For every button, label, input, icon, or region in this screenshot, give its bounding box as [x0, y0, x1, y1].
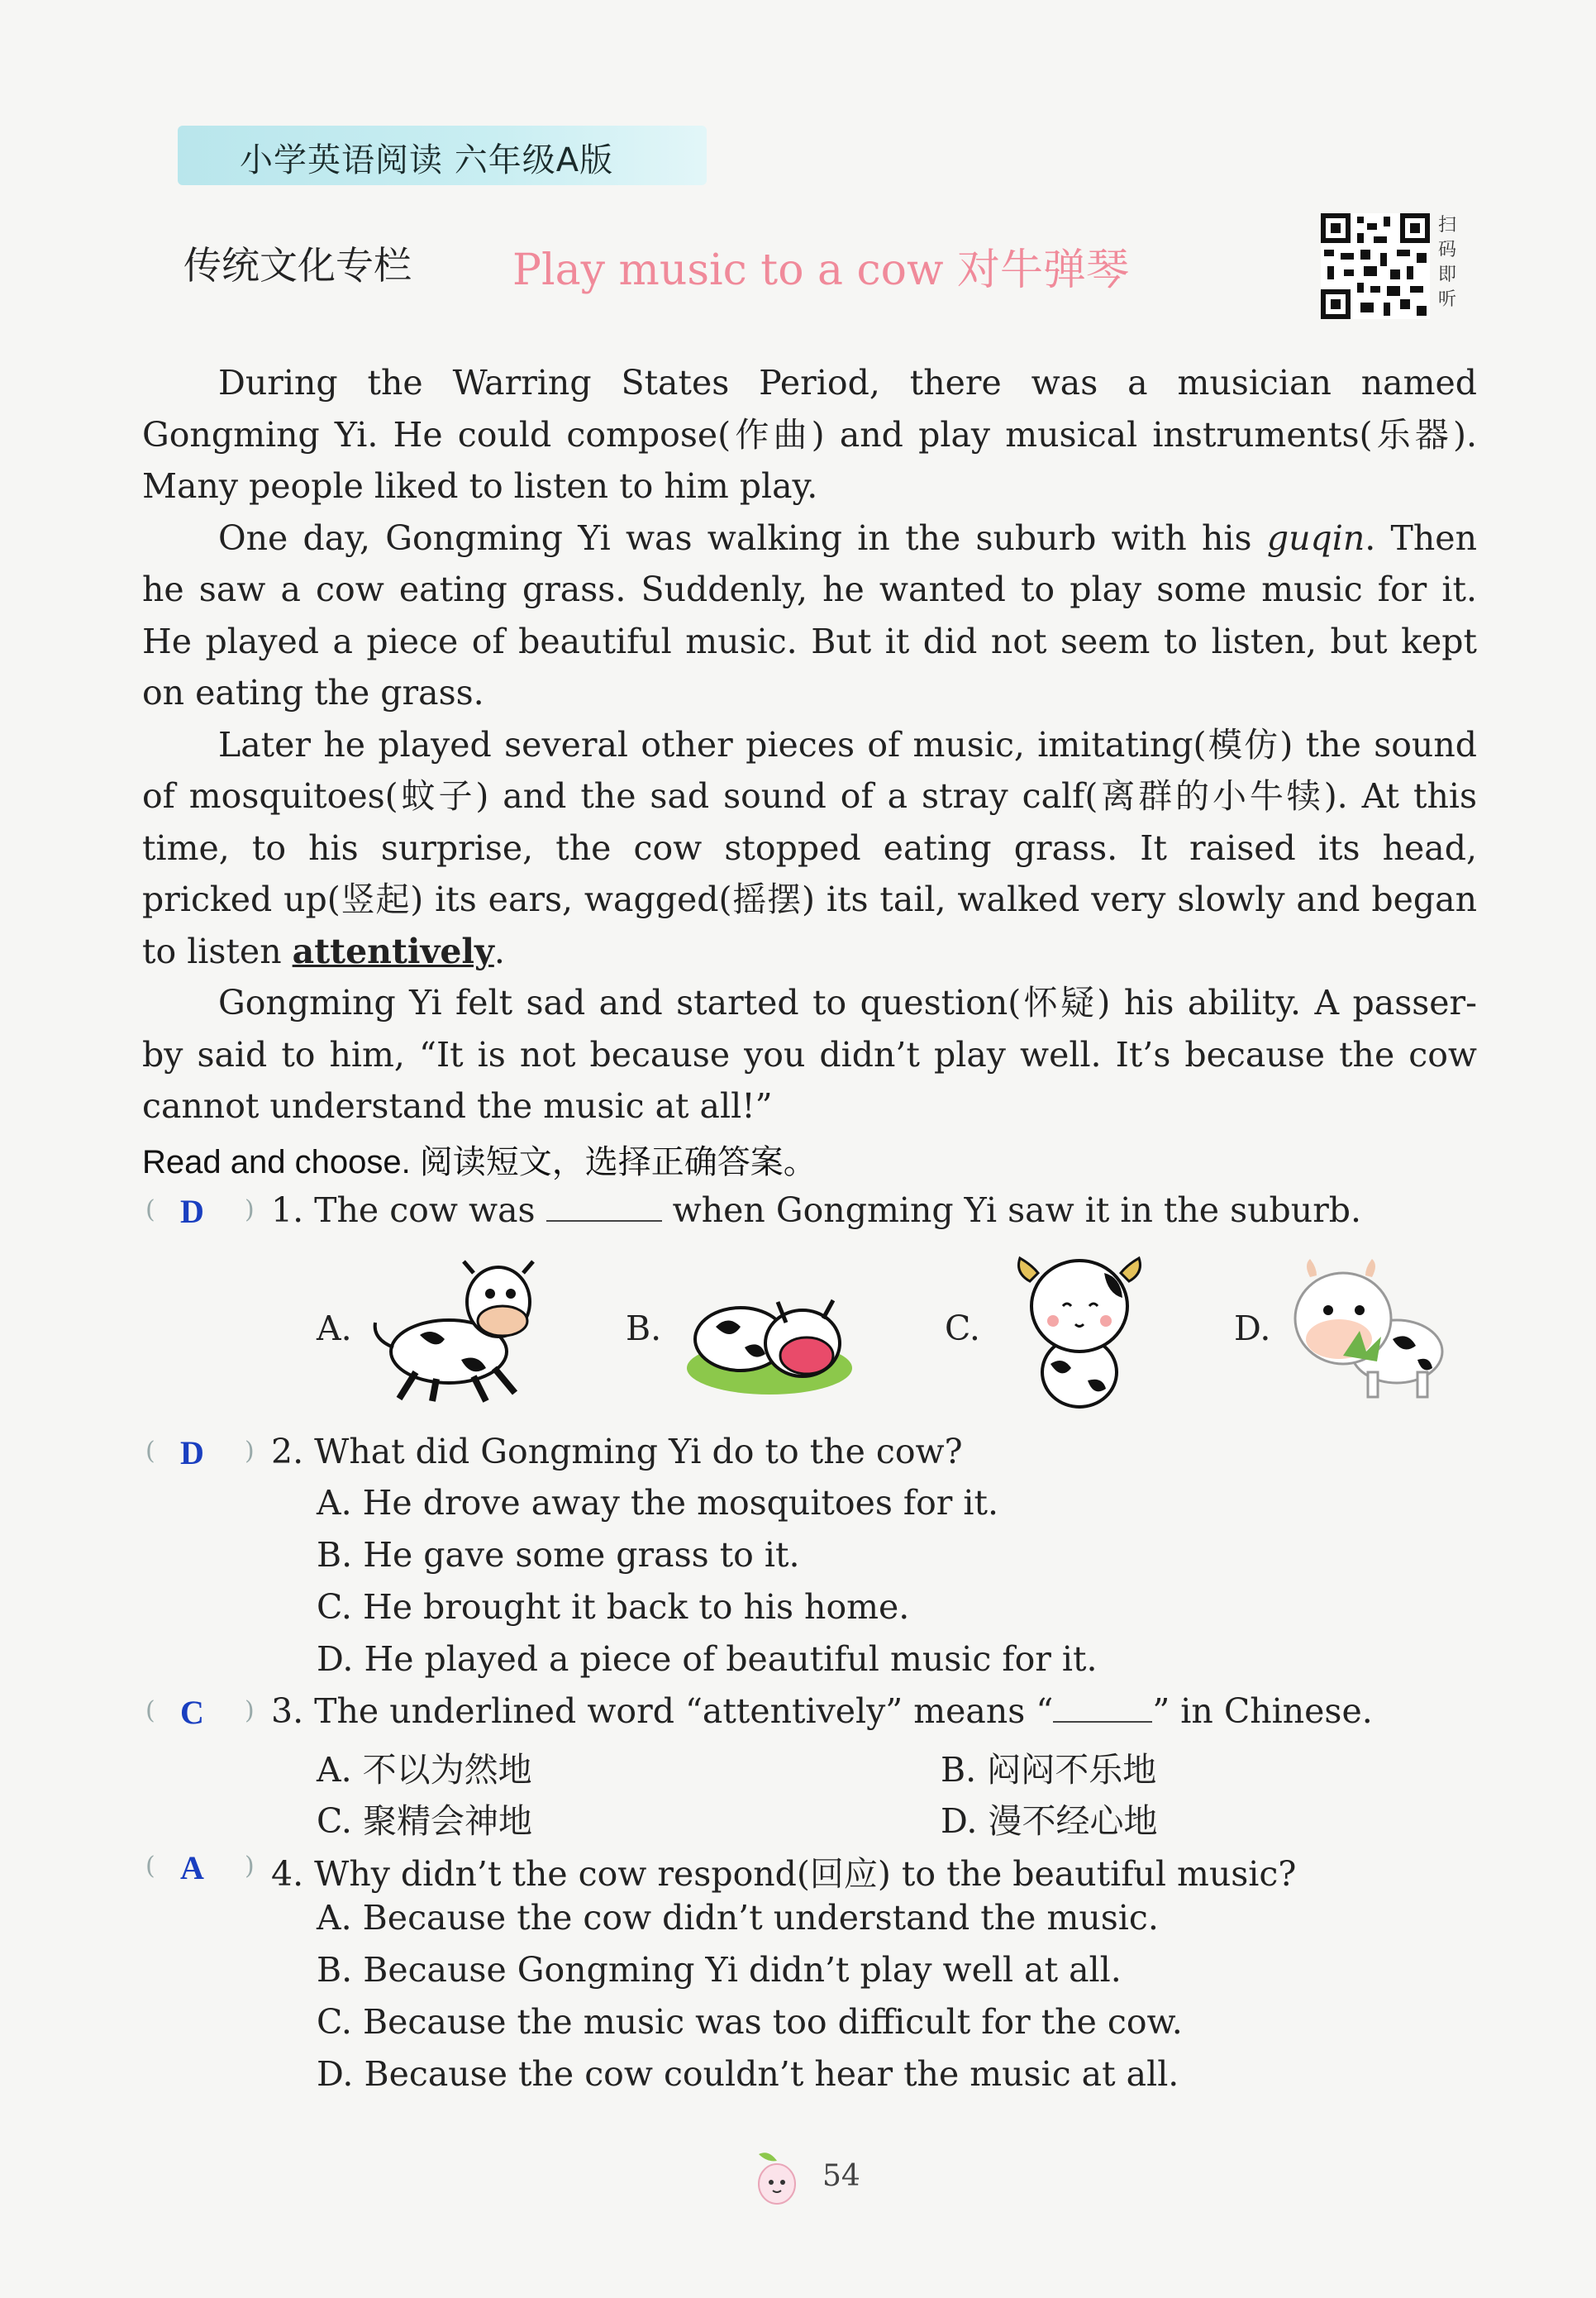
mascot-icon	[748, 2146, 806, 2212]
story-paragraph-3	[142, 719, 1477, 978]
answer-bracket: )	[245, 1195, 255, 1224]
question-stem-b: when Gongming Yi saw it in the suburb.	[672, 1190, 1362, 1230]
question-2	[271, 1432, 963, 1471]
option-b: B. 闷闷不乐地	[941, 1750, 1157, 1790]
option-c: C. Because the music was too difficult for the cow.	[317, 2002, 1183, 2042]
p2-text-a: One day, Gongming Yi was walking in the suburb with his	[218, 517, 1267, 558]
standing-cow-image	[1013, 1248, 1146, 1414]
option-a: A. Because the cow didn’t understand the music.	[317, 1898, 1159, 1938]
question-stem: What did Gongming Yi do to the cow?	[314, 1432, 963, 1471]
story-paragraph-4: Gongming Yi felt sad and started to question(怀疑) his ability. A passer-by said to him, “It is not because you didn’t play well. It’s because the cow cannot understand the music at all!”	[142, 983, 1477, 1126]
option-label: B.	[626, 1309, 662, 1348]
story-paragraph-1: During the Warring States Period, there was a musician named Gongming Yi. He could compose(作曲) and play musical instruments(乐器). Many people liked to listen to him play.	[142, 363, 1477, 506]
answer-bracket: )	[245, 1852, 255, 1881]
story-title-zh: 对牛弹琴	[957, 246, 1130, 295]
eating-cow-image	[1285, 1256, 1451, 1405]
option-c: C. He brought it back to his home.	[317, 1587, 910, 1627]
instruction: Read and choose. 阅读短文，选择正确答案。	[142, 1144, 817, 1180]
question-number: 4.	[271, 1854, 304, 1894]
option-label: D.	[1234, 1309, 1271, 1348]
qr-code-icon[interactable]	[1321, 213, 1430, 319]
question-3	[271, 1691, 1373, 1731]
option-d: D. He played a piece of beautiful music for it.	[317, 1639, 1098, 1679]
question-stem-b: ” in Chinese.	[1152, 1691, 1373, 1731]
question-stem-a: The cow was	[314, 1190, 536, 1230]
answer-bracket: )	[245, 1696, 255, 1725]
story-title	[512, 235, 1129, 297]
answer-1[interactable]: D	[180, 1193, 204, 1230]
scan-char: 码	[1438, 240, 1457, 260]
answer-bracket: (	[145, 1195, 155, 1224]
scan-to-listen-label	[1438, 213, 1460, 312]
answer-3[interactable]: C	[180, 1694, 204, 1731]
answer-4[interactable]: A	[180, 1849, 204, 1886]
question-4	[271, 1847, 1296, 1895]
scan-char: 听	[1438, 289, 1457, 310]
blank	[1053, 1693, 1152, 1723]
answer-bracket: (	[145, 1852, 155, 1881]
underlined-word: attentively	[292, 931, 494, 971]
option-b: B. Because Gongming Yi didn’t play well at all.	[317, 1950, 1122, 1990]
p3-text-a: Later he played several other pieces of music, imitating(模仿) the sound of mosquitoes(蚊子) and the sad sound of a stray calf(离群的小牛犊). At this time, to his surprise, the cow stopped eating grass. It raised its head, pricked up(竖起) its ears, wagged(摇摆) its tail, walked very slowly and began to listen	[142, 724, 1477, 971]
option-d: D. 漫不经心地	[941, 1801, 1158, 1841]
answer-2[interactable]: D	[180, 1434, 204, 1471]
answer-bracket: (	[145, 1437, 155, 1466]
story-title-en: Play music to a cow	[512, 246, 944, 295]
guqin-word: guqin	[1266, 517, 1365, 558]
section-label: 传统文化专栏	[183, 243, 412, 288]
scan-char: 扫	[1438, 215, 1457, 236]
question-stem-a: The underlined word “attentively” means “	[314, 1691, 1054, 1731]
lying-cow-image	[683, 1265, 856, 1397]
story-text	[142, 357, 1477, 1132]
option-d: D. Because the cow couldn’t hear the music at all.	[317, 2054, 1179, 2094]
option-a: A. He drove away the mosquitoes for it.	[317, 1483, 999, 1523]
question-number: 1.	[271, 1190, 304, 1230]
scan-char: 即	[1438, 265, 1457, 285]
story-paragraph-2	[142, 513, 1477, 719]
p2-text-b: . Then he saw a cow eating grass. Suddenly, he wanted to play some music for it. He played a piece of beautiful music. But it did not seem to listen, but kept on eating the grass.	[142, 517, 1477, 713]
book-title: 小学英语阅读 六年级A版	[240, 141, 614, 179]
question-1	[271, 1190, 1361, 1230]
question-stem: Why didn’t the cow respond(回应) to the beautiful music?	[314, 1854, 1297, 1894]
option-a: A. 不以为然地	[317, 1750, 532, 1790]
question-number: 3.	[271, 1691, 304, 1731]
option-label: C.	[945, 1309, 980, 1348]
blank	[546, 1192, 662, 1222]
question-number: 2.	[271, 1432, 304, 1471]
page-number: 54	[822, 2159, 860, 2193]
p3-text-b: .	[493, 931, 505, 971]
answer-bracket: )	[245, 1437, 255, 1466]
option-c: C. 聚精会神地	[317, 1801, 532, 1841]
answer-bracket: (	[145, 1696, 155, 1725]
option-b: B. He gave some grass to it.	[317, 1535, 800, 1575]
running-cow-image	[370, 1256, 544, 1405]
option-label: A.	[317, 1309, 352, 1348]
